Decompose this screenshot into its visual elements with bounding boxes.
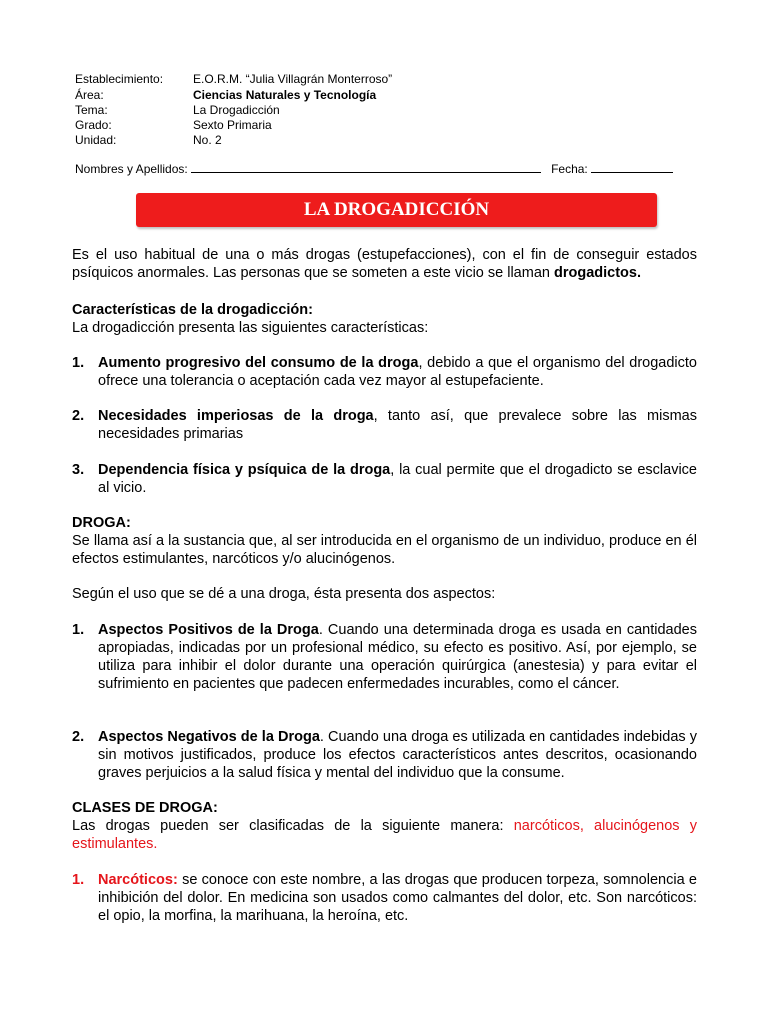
list-text: . Cuando una droga es utilizada en cantidades indebidas y sin motivos justificados, produce los efectos característicos antes descritos, ocasionando graves perjuicios a la salud física y mental del individuo que la consume. [98,729,698,781]
intro-bold-term: drogadictos. [553,265,641,281]
header-value: La Drogadicción [193,103,280,117]
list-number: 1. [72,872,85,888]
list-item [72,354,697,390]
intro-text: Es el uso habitual de una o más drogas (estupefacciones), con el fin de conseguir estados psíquicos anormales. Las personas que se someten a este vicio se llaman [72,247,697,281]
header-row-area [75,88,376,103]
header-label: Tema: [75,103,108,117]
characteristics-heading [72,301,697,319]
list-text: , la cual permite que el drogadicto se esclavice al vicio. [98,462,697,496]
list-term: Aspectos Positivos de la Droga [98,622,319,638]
names-date-row [75,162,673,176]
date-label: Fecha: [551,162,588,176]
names-blank-line[interactable] [191,162,541,173]
list-text: , debido a que el organismo del drogadicto ofrece una tolerancia o aceptación cada vez mayor al estupefaciente. [98,355,697,389]
clases-lead-red: narcóticos, alucinógenos y estimulantes. [72,818,697,852]
droga-heading-text: DROGA: [72,515,131,531]
header-label: Unidad: [75,133,117,147]
aspects-lead: Según el uso que se dé a una droga, ésta presenta dos aspectos: [72,586,496,602]
clases-lead [72,817,697,853]
header-row-unidad [75,133,222,148]
list-item [72,407,697,443]
list-term: Aspectos Negativos de la Droga [98,729,320,745]
clases-heading [72,799,697,817]
date-blank-line[interactable] [591,162,673,173]
list-term: Dependencia física y psíquica de la droga [98,462,391,478]
list-item [72,621,697,693]
list-item [72,728,697,782]
list-text: se conoce con este nombre, a las drogas que producen torpeza, somnolencia e inhibición del dolor. En medicina son usados como calmantes del dolor, etc. Son narcóticos: el opio, la morfina, la marihuana, la heroína, etc. [98,872,697,924]
list-term: Necesidades imperiosas de la droga [98,408,374,424]
list-item [72,871,697,925]
list-number: 1. [72,622,85,638]
title-banner: LA DROGADICCIÓN [136,193,657,227]
header-value: Ciencias Naturales y Tecnología [193,88,377,102]
header-label: Área: [75,88,104,102]
header-value: No. 2 [193,133,222,147]
list-term: Aumento progresivo del consumo de la droga [98,355,419,371]
header-label: Grado: [75,118,112,132]
droga-definition: Se llama así a la sustancia que, al ser introducida en el organismo de un individuo, produce en él efectos estimulantes, narcóticos y/o alucinógenos. [72,533,697,567]
list-number: 2. [72,729,85,745]
droga-heading [72,514,697,532]
list-number: 1. [72,355,85,371]
list-number: 2. [72,408,85,424]
header-label: Establecimiento: [75,72,164,86]
clases-heading-text: CLASES DE DROGA: [72,800,218,816]
clases-lead-text: Las drogas pueden ser clasificadas de la siguiente manera: [72,818,514,834]
names-label: Nombres y Apellidos: [75,162,188,176]
header-row-establecimiento [75,72,392,87]
list-number: 3. [72,462,85,478]
characteristics-lead: La drogadicción presenta las siguientes características: [72,320,429,336]
header-value: Sexto Primaria [193,118,272,132]
list-text: , tanto así, que prevalece sobre las mismas necesidades primarias [98,408,697,442]
header-row-tema [75,103,280,118]
list-item [72,461,697,497]
header-row-grado [75,118,272,133]
list-text: . Cuando una determinada droga es usada en cantidades apropiadas, indicadas por un profesional médico, su efecto es positivo. Así, por ejemplo, se utiliza para inhibir el dolor durante una operación quirúrgica (anestesia) y para evitar el sufrimiento en pacientes que padecen enfermedades incurables, como el cáncer. [98,622,697,692]
characteristics-heading-text: Características de la drogadicción: [72,302,313,318]
intro-paragraph [72,246,697,282]
header-value: E.O.R.M. “Julia Villagrán Monterroso” [193,72,393,86]
list-term: Narcóticos: [98,872,178,888]
